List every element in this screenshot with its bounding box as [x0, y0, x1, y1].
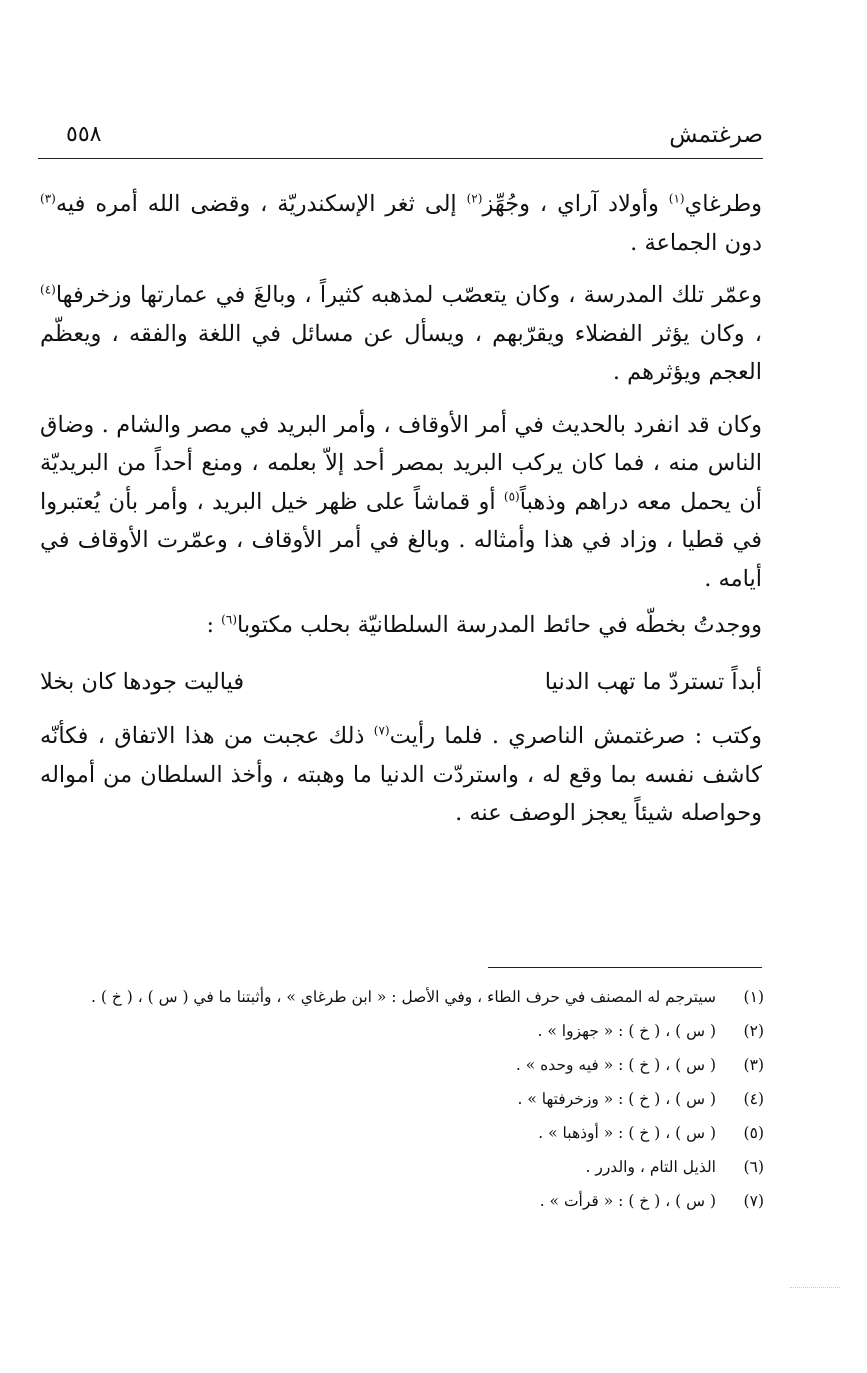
verse-first-hemistich: أبداً تستردّ ما تهب الدنيا [544, 668, 762, 695]
footnote [40, 1014, 766, 1048]
main-text [40, 185, 762, 833]
footnote-marker[interactable]: (٧) [373, 723, 390, 738]
text-run: وكان قد انفرد بالحديث في أمر الأوقاف ، وأمر البريد في مصر والشام . وضاق الناس منه ، فما كان يركب البريد بمصر أحد إلاّ بعلمه ، ومنع أحداً من البريديّة أن يحمل معه دراهم وذهباً [40, 411, 763, 515]
footnote [40, 1184, 766, 1218]
text-run: إلى ثغر الإسكندريّة ، وقضى الله أمره فيه [55, 191, 467, 217]
paragraph [40, 276, 762, 392]
footnote-marker[interactable]: (٢) [466, 191, 483, 206]
page-header [38, 122, 763, 156]
text-run: وأولاد آراي ، وجُهِّز [482, 191, 669, 217]
footnote-number: (٤) [743, 1090, 764, 1108]
footnote-number: (٦) [743, 1158, 764, 1176]
footnote-number: (٢) [743, 1022, 764, 1040]
footnote-marker[interactable]: (٤) [40, 282, 56, 297]
paragraph [40, 606, 762, 645]
footnote-text: ( س ) ، ( خ ) : « وزخرفتها » . [517, 1090, 716, 1108]
text-run: ووجدتُ بخطّه في حائط المدرسة السلطانيّة بحلب مكتوبا [237, 612, 762, 638]
text-run: دون الجماعة . [630, 229, 762, 256]
closing-paragraph [40, 717, 762, 833]
page-number: ٥٥٨ [66, 122, 102, 147]
text-run: أو قماشاً على ظهر خيل البريد ، وأمر بأن يُعتبروا في قطيا ، وزاد في هذا وأمثاله . وبالغ في أمر الأوقاف ، وعمّرت الأوقاف في أيامه . [40, 488, 762, 592]
footnote-marker[interactable]: (١) [668, 191, 685, 206]
verse-second-hemistich: فياليت جودها كان بخلا [40, 668, 245, 695]
footnote-text: ( س ) ، ( خ ) : « أوذهبا » . [538, 1124, 716, 1142]
text-run: ذلك عجبت من هذا الاتفاق ، فكأنّه كاشف نفسه بما وقع له ، واستردّت الدنيا ما وهبته ، وأخذ السلطان من أمواله وحواصله شيئاً يعجز الوصف عنه . [40, 723, 762, 826]
footnote-text: سيترجم له المصنف في حرف الطاء ، وفي الأصل : « ابن طرغاي » ، وأثبتنا ما في ( س ) ، ( خ ) . [90, 988, 716, 1006]
header-rule [38, 158, 763, 159]
text-run: وكتب : صرغتمش الناصري . فلما رأيت [389, 723, 762, 749]
footnote-marker[interactable]: (٦) [221, 612, 237, 627]
footnote [40, 1116, 766, 1150]
text-run: : [206, 612, 222, 638]
footnote-marker[interactable]: (٣) [40, 191, 56, 206]
scan-speck [790, 1287, 840, 1288]
footnote [40, 980, 766, 1014]
footnote-number: (٧) [743, 1192, 764, 1210]
footnote-text: الذيل التام ، والدرر . [585, 1158, 716, 1176]
text-run: وعمّر تلك المدرسة ، وكان يتعصّب لمذهبه كثيراً ، وبالغَ في عمارتها وزخرفها [55, 282, 762, 308]
paragraph [40, 406, 762, 599]
footnote-number: (٥) [743, 1124, 764, 1142]
footnote-marker[interactable]: (٥) [503, 489, 520, 503]
footnote-number: (٣) [743, 1056, 764, 1074]
footnote-text: ( س ) ، ( خ ) : « جهزوا » . [537, 1022, 716, 1040]
running-title: صرغتمش [669, 122, 763, 148]
poem-verse [40, 663, 762, 702]
footnote-number: (١) [743, 988, 764, 1006]
footnote [40, 1150, 766, 1184]
footnote [40, 1048, 766, 1082]
text-run: وطرغاي [684, 191, 762, 217]
paragraph [40, 185, 762, 262]
footnote-text: ( س ) ، ( خ ) : « قرأت » . [539, 1192, 716, 1210]
text-run: ، وكان يؤثر الفضلاء ويقرّبهم ، ويسأل عن مسائل في اللغة والفقه ، ويعظّم العجم ويؤثرهم . [40, 320, 762, 385]
footnotes [40, 980, 766, 1218]
footnote [40, 1082, 766, 1116]
footnote-text: ( س ) ، ( خ ) : « فيه وحده » . [515, 1056, 716, 1074]
footnote-separator [488, 967, 762, 968]
